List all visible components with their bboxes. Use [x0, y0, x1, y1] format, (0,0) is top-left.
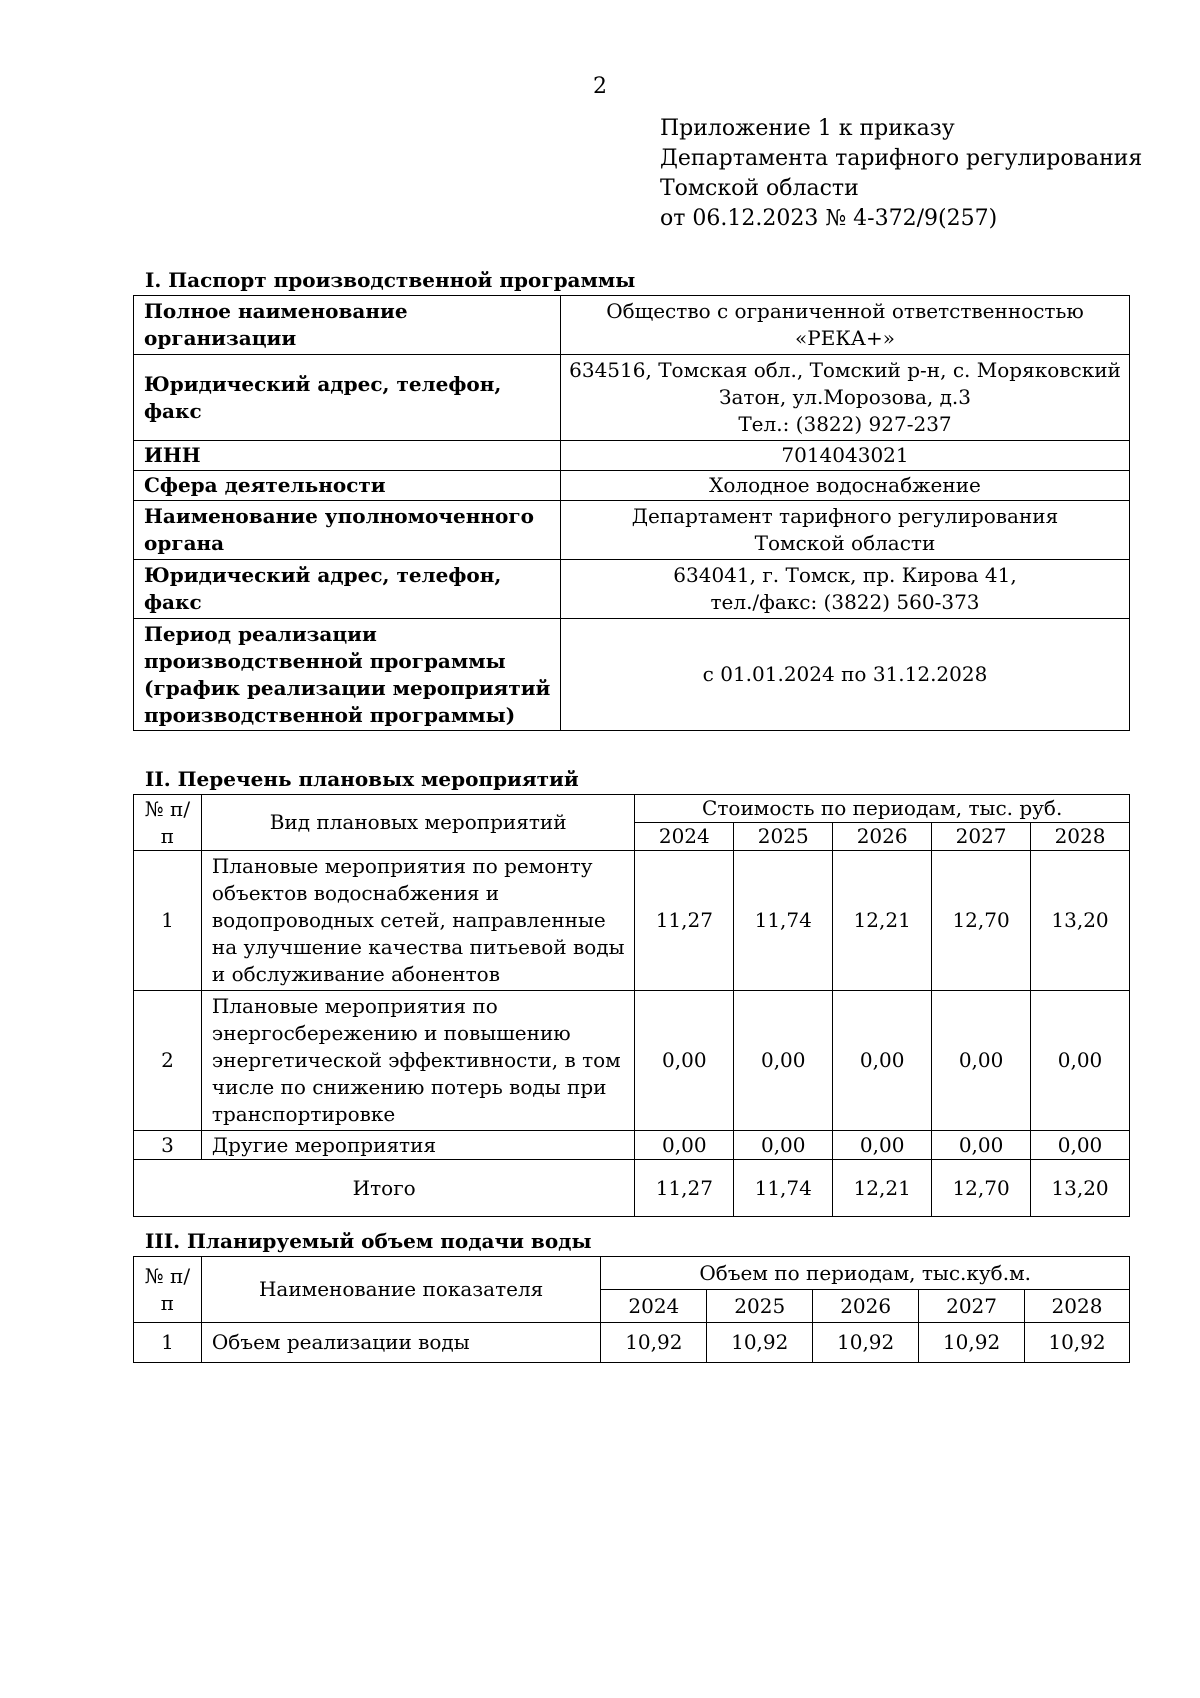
header-num: № п/п	[134, 795, 202, 851]
row-value: 10,92	[1025, 1323, 1130, 1363]
passport-label: Сфера деятельности	[134, 471, 561, 501]
table-row	[134, 1323, 1130, 1363]
total-value: 11,74	[734, 1160, 833, 1217]
appendix-line: Томской области	[660, 176, 859, 201]
value-line: Общество с ограниченной ответственностью	[606, 299, 1084, 323]
passport-label: Полное наименование организации	[134, 296, 561, 355]
header-num: № п/п	[134, 1257, 202, 1323]
header-year: 2025	[734, 823, 833, 851]
header-name: Наименование показателя	[201, 1257, 600, 1323]
row-value: 13,20	[1031, 851, 1130, 991]
row-value: 10,92	[601, 1323, 707, 1363]
appendix-reference	[660, 114, 1142, 234]
row-value: 12,21	[833, 851, 932, 991]
table-header-row	[134, 795, 1130, 823]
row-value: 0,00	[932, 991, 1031, 1131]
row-num: 3	[134, 1131, 202, 1160]
row-value: 0,00	[833, 1131, 932, 1160]
row-num: 2	[134, 991, 202, 1131]
header-name: Вид плановых мероприятий	[201, 795, 634, 851]
total-label: Итого	[134, 1160, 635, 1217]
value-line: с 01.01.2024 по 31.12.2028	[702, 662, 988, 686]
table-row	[134, 296, 1130, 355]
passport-value	[561, 441, 1130, 471]
measures-table	[133, 794, 1130, 1217]
value-line: Департамент тарифного регулирования	[631, 504, 1059, 528]
table-row	[134, 441, 1130, 471]
header-year: 2024	[635, 823, 734, 851]
table-row	[134, 991, 1130, 1131]
passport-value	[561, 501, 1130, 560]
passport-value	[561, 296, 1130, 355]
total-value: 13,20	[1031, 1160, 1130, 1217]
row-value: 11,27	[635, 851, 734, 991]
row-name: Другие мероприятия	[201, 1131, 634, 1160]
row-value: 0,00	[1031, 1131, 1130, 1160]
header-volume: Объем по периодам, тыс.куб.м.	[601, 1257, 1130, 1290]
row-num: 1	[134, 851, 202, 991]
passport-label: Наименование уполномоченного органа	[134, 501, 561, 560]
row-value: 10,92	[919, 1323, 1025, 1363]
row-value: 10,92	[707, 1323, 813, 1363]
row-value: 0,00	[635, 991, 734, 1131]
header-year: 2027	[919, 1290, 1025, 1323]
appendix-line: Департамента тарифного регулирования	[660, 146, 1143, 171]
total-value: 12,70	[932, 1160, 1031, 1217]
header-year: 2026	[833, 823, 932, 851]
header-year: 2024	[601, 1290, 707, 1323]
value-line: 634041, г. Томск, пр. Кирова 41,	[673, 563, 1017, 587]
passport-label: Период реализации производственной программы (график реализации мероприятий производственной программы)	[134, 619, 561, 731]
row-num: 1	[134, 1323, 202, 1363]
row-name: Плановые мероприятия по ремонту объектов водоснабжения и водопроводных сетей, направленные на улучшение качества питьевой воды и обслуживание абонентов	[201, 851, 634, 991]
total-value: 12,21	[833, 1160, 932, 1217]
value-line: Тел.: (3822) 927-237	[738, 412, 952, 436]
value-line: 634516, Томская обл., Томский р-н, с. Моряковский	[569, 358, 1121, 382]
row-value: 11,74	[734, 851, 833, 991]
value-line: тел./факс: (3822) 560-373	[710, 590, 980, 614]
appendix-line: от 06.12.2023 № 4-372/9(257)	[660, 206, 998, 231]
value-line: «РЕКА+»	[795, 326, 895, 350]
row-value: 0,00	[1031, 991, 1130, 1131]
table-header-row	[134, 1257, 1130, 1290]
value-line: Затон, ул.Морозова, д.3	[719, 385, 971, 409]
row-value: 0,00	[833, 991, 932, 1131]
header-year: 2028	[1025, 1290, 1130, 1323]
section-title-measures: II. Перечень плановых мероприятий	[145, 767, 579, 791]
passport-value	[561, 471, 1130, 501]
passport-table	[133, 295, 1130, 731]
header-year: 2026	[813, 1290, 919, 1323]
table-row	[134, 355, 1130, 441]
volume-table	[133, 1256, 1130, 1363]
passport-value	[561, 355, 1130, 441]
passport-label: ИНН	[134, 441, 561, 471]
value-line: Томской области	[754, 531, 936, 555]
header-cost: Стоимость по периодам, тыс. руб.	[635, 795, 1130, 823]
value-line: 7014043021	[781, 443, 909, 467]
table-total-row	[134, 1160, 1130, 1217]
row-value: 0,00	[635, 1131, 734, 1160]
row-value: 0,00	[932, 1131, 1031, 1160]
total-value: 11,27	[635, 1160, 734, 1217]
row-value: 12,70	[932, 851, 1031, 991]
passport-label: Юридический адрес, телефон, факс	[134, 560, 561, 619]
passport-label: Юридический адрес, телефон, факс	[134, 355, 561, 441]
section-title-passport: I. Паспорт производственной программы	[145, 268, 636, 292]
table-row	[134, 851, 1130, 991]
appendix-line: Приложение 1 к приказу	[660, 116, 955, 141]
row-value: 10,92	[813, 1323, 919, 1363]
page-number: 2	[593, 74, 607, 99]
section-title-volume: III. Планируемый объем подачи воды	[145, 1229, 592, 1253]
table-row	[134, 619, 1130, 731]
table-row	[134, 501, 1130, 560]
table-row	[134, 560, 1130, 619]
value-line: Холодное водоснабжение	[709, 473, 981, 497]
passport-value	[561, 619, 1130, 731]
row-name: Объем реализации воды	[201, 1323, 600, 1363]
header-year: 2027	[932, 823, 1031, 851]
passport-value	[561, 560, 1130, 619]
row-value: 0,00	[734, 991, 833, 1131]
header-year: 2028	[1031, 823, 1130, 851]
row-value: 0,00	[734, 1131, 833, 1160]
table-row	[134, 1131, 1130, 1160]
header-year: 2025	[707, 1290, 813, 1323]
row-name: Плановые мероприятия по энергосбережению и повышению энергетической эффективности, в том числе по снижению потерь воды при транспортировке	[201, 991, 634, 1131]
table-row	[134, 471, 1130, 501]
